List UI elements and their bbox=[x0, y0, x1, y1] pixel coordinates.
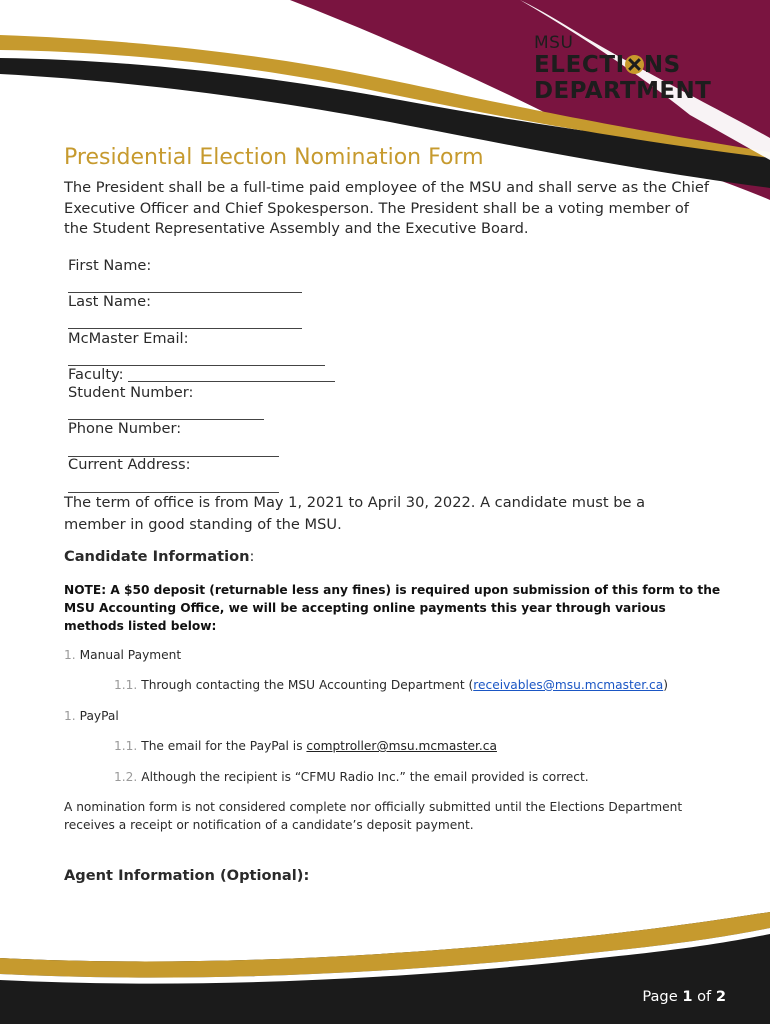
student-number-label: Student Number: bbox=[68, 384, 194, 401]
list-item: 1. Manual Payment bbox=[64, 648, 182, 662]
last-name-label: Last Name: bbox=[68, 293, 152, 310]
comptroller-email-link[interactable]: comptroller@msu.mcmaster.ca bbox=[306, 739, 497, 753]
footer-decoration bbox=[0, 910, 770, 1024]
logo-department: DEPARTMENT bbox=[534, 78, 712, 104]
deposit-note: NOTE: A $50 deposit (returnable less any fines) is required upon submission of this form to the MSU Accounting Office, we will be accepting online payments this year through various methods listed below: bbox=[64, 583, 721, 633]
agent-heading: Agent Information (Optional): bbox=[64, 867, 310, 884]
faculty-row bbox=[68, 366, 335, 383]
page-title: Presidential Election Nomination Form bbox=[64, 145, 484, 170]
intro-paragraph: The President shall be a full-time paid employee of the MSU and shall serve as the Chief Executive Officer and Chief Spokesperson. The President shall be a voting member of the Student Representative Assembly and the Executive Board. bbox=[64, 179, 710, 238]
logo-msu: MSU bbox=[534, 33, 574, 53]
list-item: 1.1. Through contacting the MSU Accounting Department (receivables@msu.mcmaster.ca) bbox=[114, 678, 668, 692]
first-name-label: First Name: bbox=[68, 257, 152, 274]
phone-label: Phone Number: bbox=[68, 420, 182, 437]
x-circle-icon bbox=[625, 55, 644, 74]
email-label: McMaster Email: bbox=[68, 330, 189, 347]
term-paragraph: The term of office is from May 1, 2021 to April 30, 2022. A candidate must be a member in good standing of the MSU. bbox=[64, 494, 646, 533]
elections-logo bbox=[534, 34, 711, 104]
address-label: Current Address: bbox=[68, 456, 191, 473]
logo-elections: ELECTI NS bbox=[534, 52, 681, 78]
faculty-label: Faculty: bbox=[68, 366, 124, 383]
faculty-field[interactable] bbox=[128, 367, 335, 382]
list-item: 1. PayPal bbox=[64, 709, 119, 723]
list-item: 1.2. Although the recipient is “CFMU Radio Inc.” the email provided is correct. bbox=[114, 770, 589, 784]
nomination-note: A nomination form is not considered complete nor officially submitted until the Elections Department receives a receipt or notification of a candidate’s deposit payment. bbox=[64, 800, 683, 832]
candidate-heading: Candidate Information: bbox=[64, 548, 255, 565]
receivables-email-link[interactable]: receivables@msu.mcmaster.ca bbox=[473, 678, 664, 692]
page-number: Page 1 of 2 bbox=[642, 988, 726, 1005]
last-name-field[interactable] bbox=[68, 328, 302, 329]
list-item: 1.1. The email for the PayPal is comptroller@msu.mcmaster.ca bbox=[114, 739, 497, 753]
